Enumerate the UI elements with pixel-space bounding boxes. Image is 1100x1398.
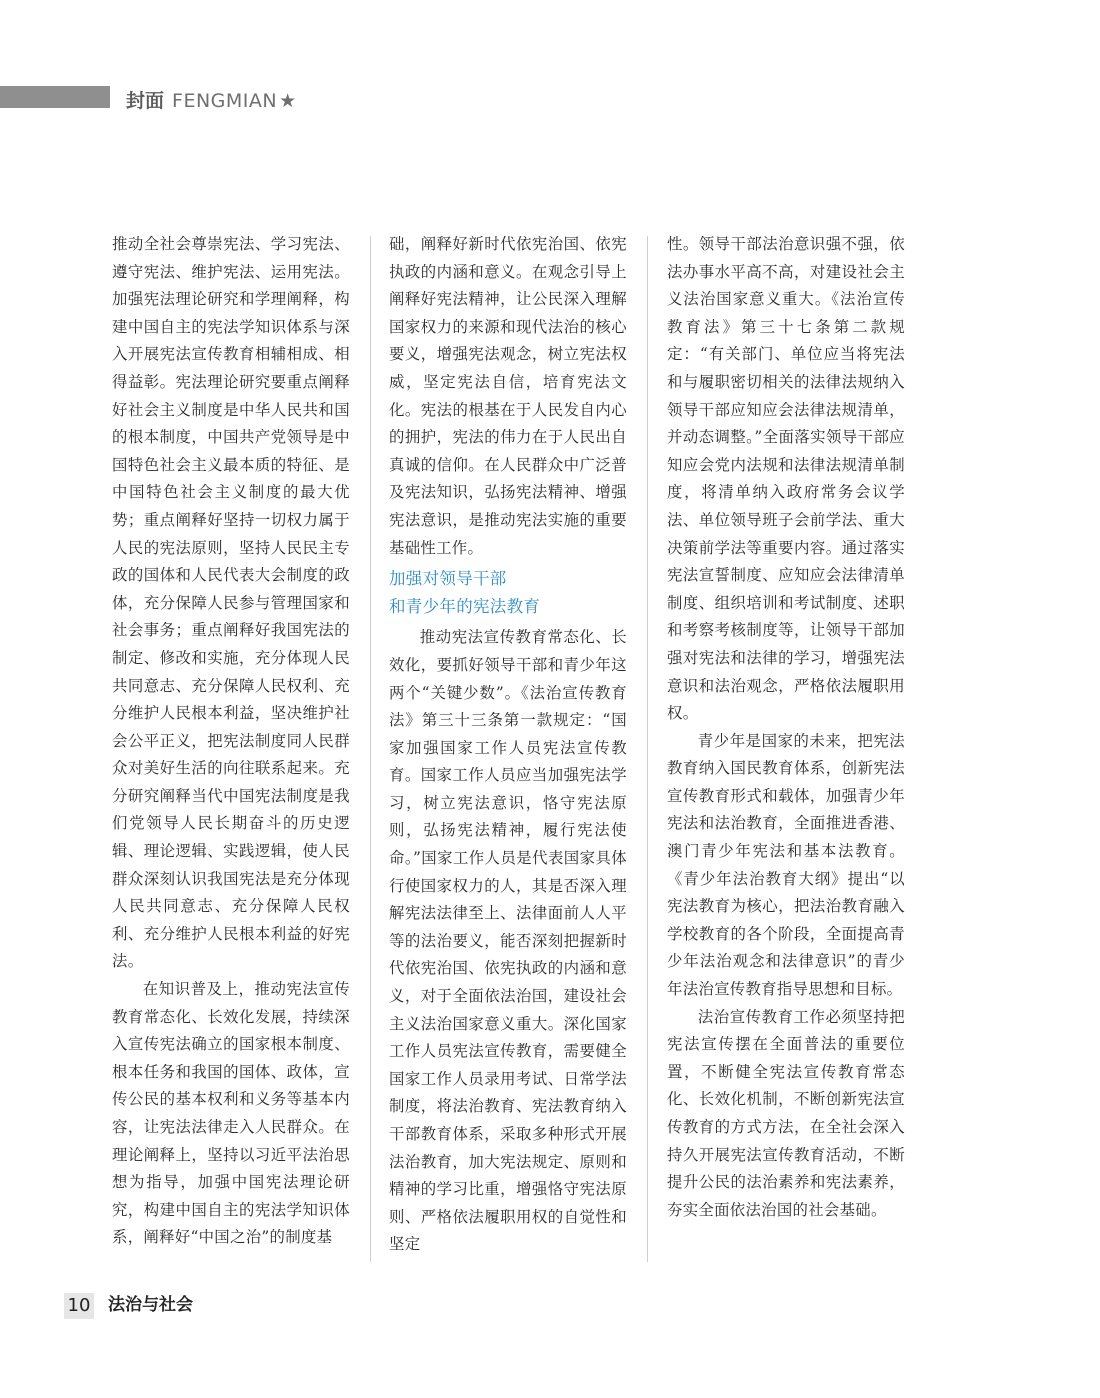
section-title-en: FENGMIAN xyxy=(172,90,278,112)
paragraph: 青少年是国家的未来，把宪法教育纳入国民教育体系，创新宪法宣传教育形式和载体，加强青少年宪法和法治教育，全面推进香港、澳门青少年宪法和基本法教育。《青少年法治教育大纲》提出“以宪法教育为核心，把法治教育融入学校教育的各个阶段，全面提高青少年法治观念和法律意识”的青少年法治宣传教育指导思想和目标。 xyxy=(667,731,905,999)
text-column-3 xyxy=(667,231,905,1224)
section-title-cn: 封面 xyxy=(126,90,165,112)
subheading-line: 和青少年的宪法教育 xyxy=(389,596,541,616)
section-header xyxy=(126,88,296,114)
page-number: 10 xyxy=(64,1293,94,1319)
subheading-line: 加强对领导干部 xyxy=(389,569,507,589)
header-decor-bar xyxy=(0,86,110,108)
paragraph: 推动全社会尊崇宪法、学习宪法、遵守宪法、维护宪法、运用宪法。加强宪法理论研究和学理阐释，构建中国自主的宪法学知识体系与深入开展宪法宣传教育相辅相成、相得益彰。宪法理论研究要重点阐释好社会主义制度是中华人民共和国的根本制度，中国共产党领导是中国特色社会主义最本质的特征、是中国特色社会主义制度的最大优势；重点阐释好坚持一切权力属于人民的宪法原则，坚持人民民主专政的国体和人民代表大会制度的政体，充分保障人民参与管理国家和社会事务；重点阐释好我国宪法的制定、修改和实施，充分体现人民共同意志、充分保障人民权利、充分维护人民根本利益，坚决维护社会公平正义，把宪法制度同人民群众对美好生活的向往联系起来。充分研究阐释当代中国宪法制度是我们党领导人民长期奋斗的历史逻辑、理论逻辑、实践逻辑，使人民群众深刻认识我国宪法是充分体现人民共同意志、充分保障人民权利、充分维护人民根本利益的好宪法。 xyxy=(112,235,350,971)
column-divider-2 xyxy=(647,236,648,1262)
paragraph: 推动宪法宣传教育常态化、长效化，要抓好领导干部和青少年这两个“关键少数”。《法治宣传教育法》第三十三条第一款规定：“国家加强国家工作人员宪法宣传教育。国家工作人员应当加强宪法学习，树立宪法意识，恪守宪法原则，弘扬宪法精神，履行宪法使命。”国家工作人员是代表国家具体行使国家权力的人，其是否深入理解宪法法律至上、法律面前人人平等的法治要义，能否深刻把握新时代依宪治国、依宪执政的内涵和意义，对于全面依法治国，建设社会主义法治国家意义重大。深化国家工作人员宪法宣传教育，需要健全国家工作人员录用考试、日常学法制度，将法治教育、宪法教育纳入干部教育体系，采取多种形式开展法治教育，加大宪法规定、原则和精神的学习比重，增强恪守宪法原则、严格依法履职用权的自觉性和坚定 xyxy=(389,628,627,1254)
section-subheading xyxy=(389,565,627,620)
paragraph: 础，阐释好新时代依宪治国、依宪执政的内涵和意义。在观念引导上阐释好宪法精神，让公民深入理解国家权力的来源和现代法治的核心要义，增强宪法观念，树立宪法权威，坚定宪法自信，培育宪法文化。宪法的根基在于人民发自内心的拥护，宪法的伟力在于人民出自真诚的信仰。在人民群众中广泛普及宪法知识，弘扬宪法精神、增强宪法意识，是推动宪法实施的重要基础性工作。 xyxy=(389,235,627,557)
text-column-1 xyxy=(112,231,350,1252)
publication-name: 法治与社会 xyxy=(108,1295,193,1315)
column-divider-1 xyxy=(370,236,371,1262)
paragraph: 在知识普及上，推动宪法宣传教育常态化、长效化发展，持续深入宣传宪法确立的国家根本制度、根本任务和我国的国体、政体，宣传公民的基本权利和义务等基本内容，让宪法法律走入人民群众。在理论阐释上，坚持以习近平法治思想为指导，加强中国宪法理论研究，构建中国自主的宪法学知识体系，阐释好“中国之治”的制度基 xyxy=(112,980,350,1247)
paragraph: 性。领导干部法治意识强不强，依法办事水平高不高，对建设社会主义法治国家意义重大。《法治宣传教育法》第三十七条第二款规定：“有关部门、单位应当将宪法和与履职密切相关的法律法规纳入领导干部应知应会法律法规清单，并动态调整。”全面落实领导干部应知应会党内法规和法律法规清单制度，将清单纳入政府常务会议学法、单位领导班子会前学法、重大决策前学法等重要内容。通过落实宪法宣誓制度、应知应会法律清单制度、组织培训和考试制度、述职和考察考核制度等，让领导干部加强对宪法和法律的学习，增强宪法意识和法治观念，严格依法履职用权。 xyxy=(667,235,905,723)
star-icon: ★ xyxy=(279,90,297,112)
text-column-2 xyxy=(389,231,627,1259)
paragraph: 法治宣传教育工作必须坚持把宪法宣传摆在全面普法的重要位置，不断健全宪法宣传教育常态化、长效化机制，不断创新宪法宣传教育的方式方法，在全社会深入持久开展宪法宣传教育活动，不断提升公民的法治素养和宪法素养，夯实全面依法治国的社会基础。 xyxy=(667,1007,905,1219)
